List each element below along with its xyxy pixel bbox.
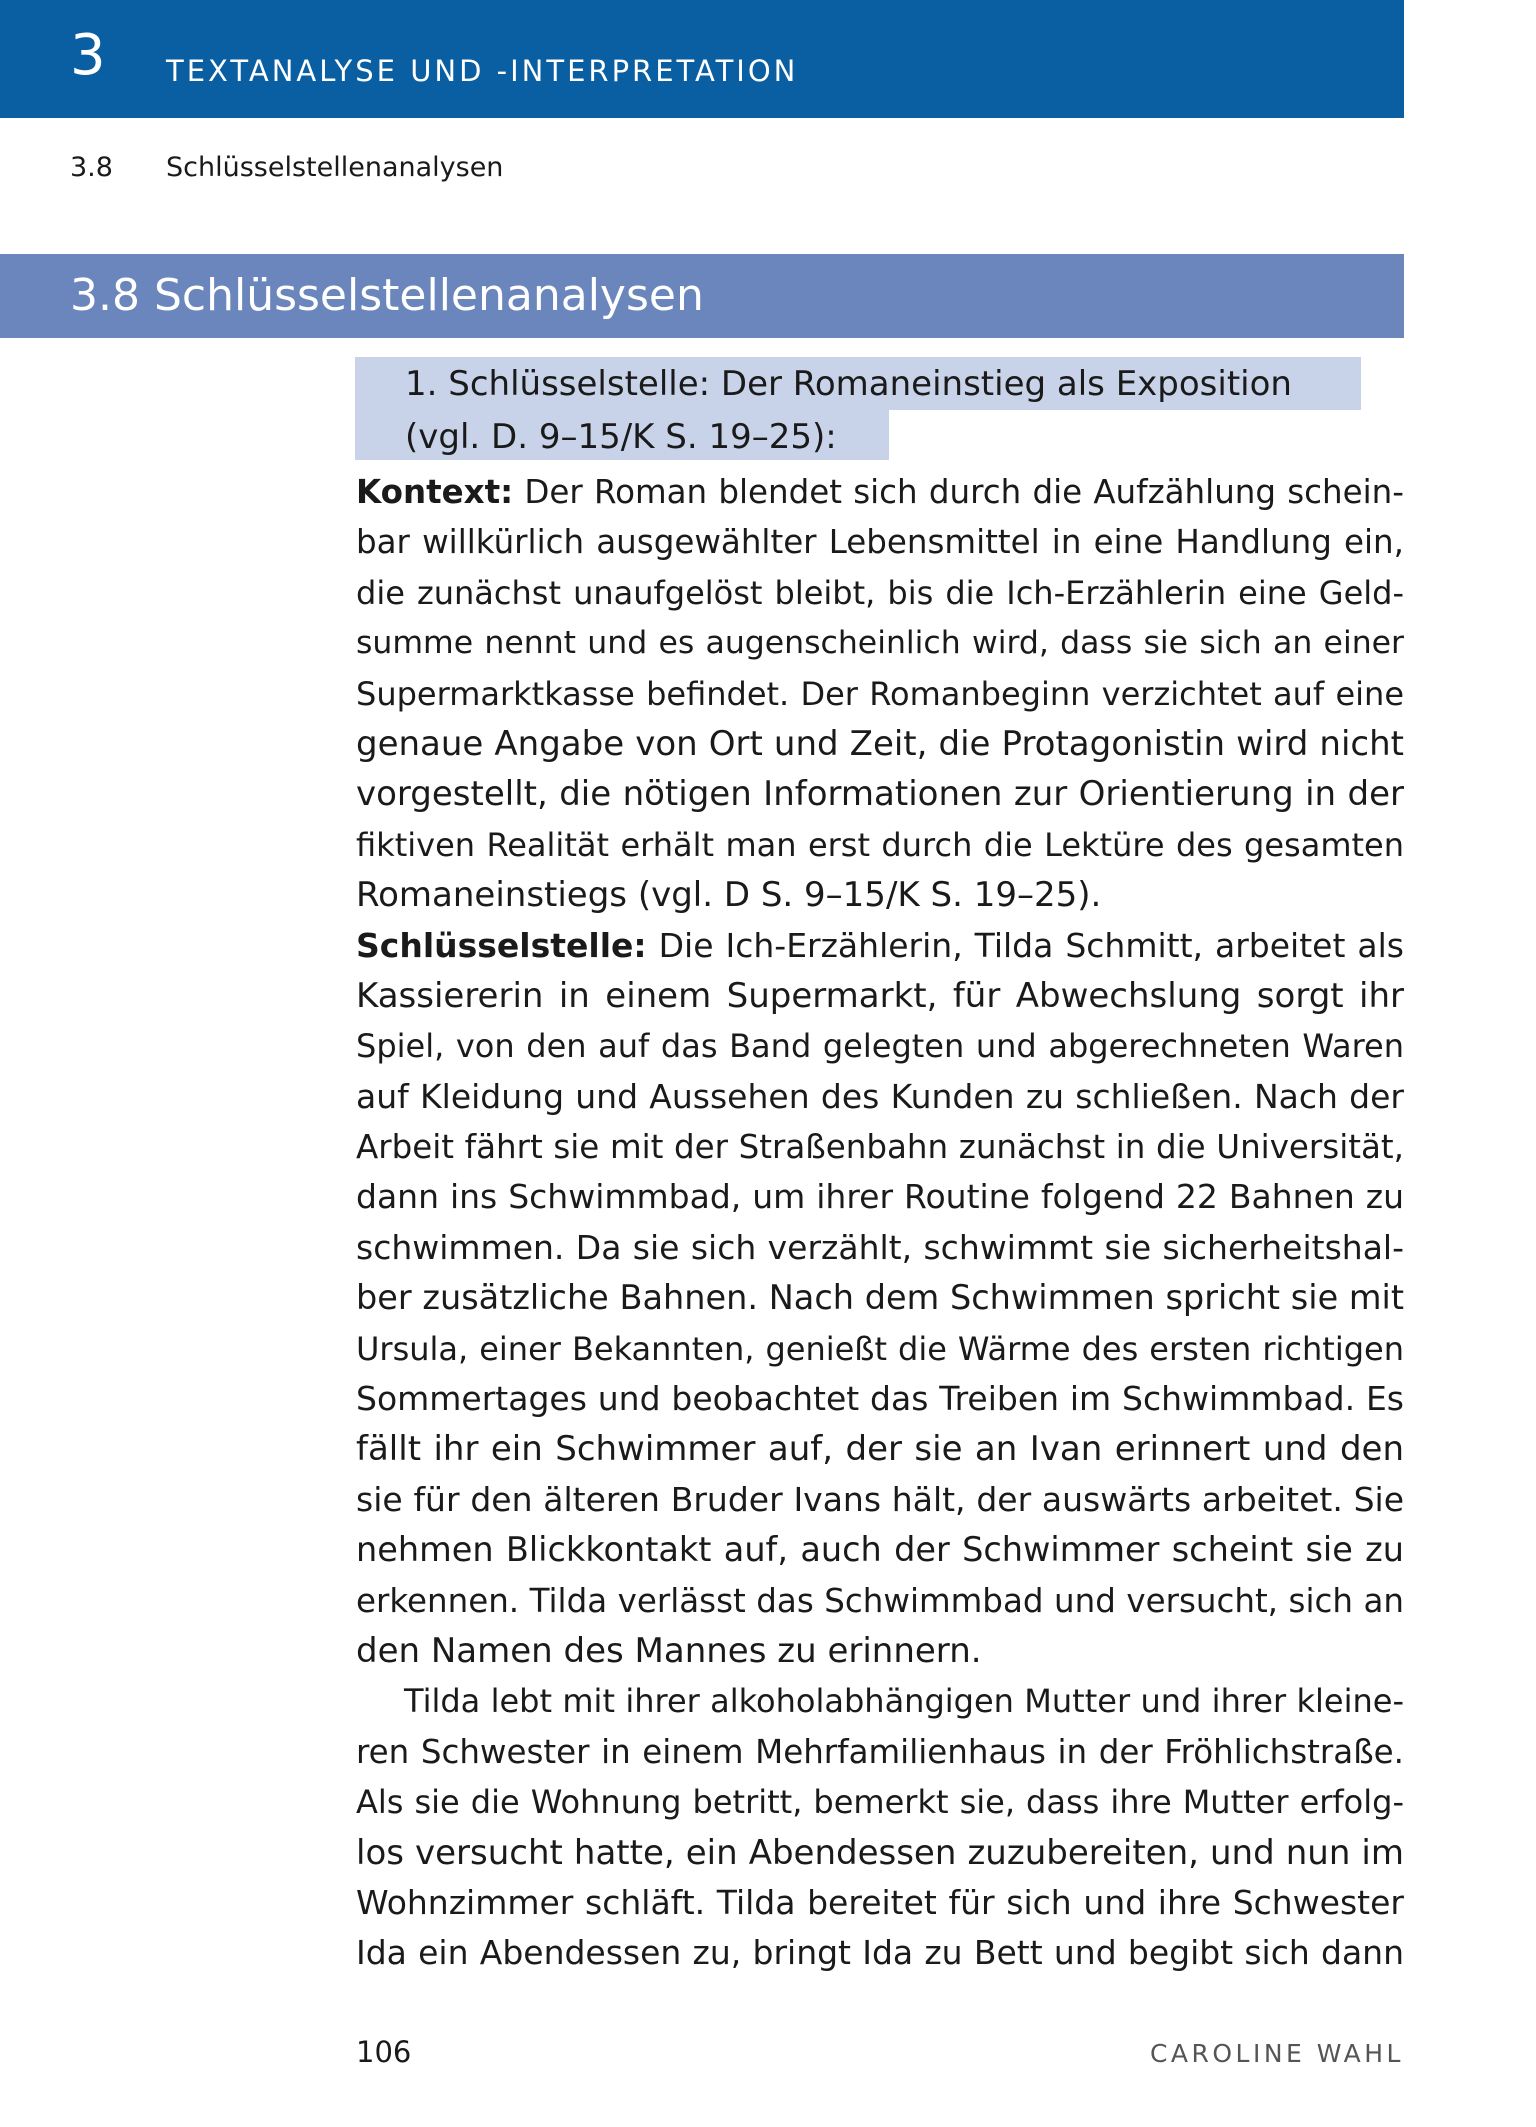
section-heading: 3.8 Schlüsselstellenanalysen [70, 270, 704, 321]
text-line: Kassiererin in einem Supermarkt, für Abwechslung sorgt ihr [356, 975, 1404, 1016]
chapter-title: TEXTANALYSE UND -INTERPRETATION [166, 54, 799, 88]
text-line: Romaneinstiegs (vgl. D S. 9–15/K S. 19–25). [356, 875, 1102, 916]
text-line: Wohnzimmer schläft. Tilda bereitet für sich und ihre Schwester [356, 1882, 1404, 1922]
subsection-title: Schlüsselstellenanalysen [166, 152, 504, 183]
text-line: Sommertages und beobachtet das Treiben im Schwimmbad. Es [356, 1379, 1404, 1419]
text-line: Spiel, von den auf das Band gelegten und abgerechneten Waren [356, 1027, 1404, 1066]
text-line: genaue Angabe von Ort und Zeit, die Protagonistin wird nicht [356, 723, 1404, 764]
text-line: ren Schwester in einem Mehrfamilienhaus in der Fröhlichstraße. [356, 1732, 1404, 1771]
kontext-label: Kontext: [356, 473, 514, 511]
text-line: den Namen des Mannes zu erinnern. [356, 1630, 982, 1671]
key-passage-heading: 1. Schlüsselstelle: Der Romaneinstieg als Exposition [405, 364, 1292, 404]
footer-author: CAROLINE WAHL [1149, 2039, 1404, 2068]
schluesselstelle-label: Schlüsselstelle: [356, 925, 647, 965]
subsection-number: 3.8 [70, 152, 113, 183]
text-line: los versucht hatte, ein Abendessen zuzubereiten, und nun im [356, 1832, 1404, 1873]
text-line: Tilda lebt mit ihrer alkoholabhängigen Mutter und ihrer kleine- [404, 1682, 1404, 1721]
text-line: schwimmen. Da sie sich verzählt, schwimmt sie sicherheitshal- [356, 1227, 1404, 1267]
text-line: Ursula, einer Bekannten, genießt die Wärme des ersten richtigen [356, 1329, 1404, 1368]
text-line: ber zusätzliche Bahnen. Nach dem Schwimmen spricht sie mit [356, 1278, 1404, 1318]
text-line: die zunächst unaufgelöst bleibt, bis die Ich-Erzählerin eine Geld- [356, 573, 1404, 612]
text-line: sie für den älteren Bruder Ivans hält, der auswärts arbeitet. Sie [356, 1479, 1404, 1519]
text-line: fiktiven Realität erhält man erst durch die Lektüre des gesamten [356, 825, 1404, 864]
text-line: erkennen. Tilda verlässt das Schwimmbad und versucht, sich an [356, 1581, 1404, 1620]
text-line: auf Kleidung und Aussehen des Kunden zu schließen. Nach der [356, 1076, 1404, 1116]
text-line: Supermarktkasse befindet. Der Romanbeginn verzichtet auf eine [356, 674, 1404, 713]
key-passage-heading: (vgl. D. 9–15/K S. 19–25): [405, 417, 837, 457]
chapter-number: 3 [70, 23, 106, 88]
text-line: Als sie die Wohnung betritt, bemerkt sie, dass ihre Mutter erfolg- [356, 1783, 1404, 1822]
text-line: vorgestellt, die nötigen Informationen zur Orientierung in der [356, 774, 1404, 815]
text-line: fällt ihr ein Schwimmer auf, der sie an Ivan erinnert und den [356, 1429, 1404, 1470]
text-line: dann ins Schwimmbad, um ihrer Routine folgend 22 Bahnen zu [356, 1177, 1404, 1217]
page-number: 106 [356, 2035, 412, 2069]
text-line: Ida ein Abendessen zu, bringt Ida zu Bett und begibt sich dann [356, 1933, 1404, 1973]
body-text [356, 467, 1404, 1979]
chapter-header-bar [0, 0, 1404, 118]
text-line: bar willkürlich ausgewählter Lebensmittel in eine Handlung ein, [356, 523, 1404, 562]
text-line: Arbeit fährt sie mit der Straßenbahn zunächst in die Universität, [356, 1128, 1404, 1167]
text-line: Schlüsselstelle: Die Ich-Erzählerin, Tilda Schmitt, arbeitet als [356, 925, 1404, 965]
text-line: Kontext: Der Roman blendet sich durch die Aufzählung schein- [356, 473, 1404, 511]
text-line: summe nennt und es augenscheinlich wird, dass sie sich an einer [356, 625, 1404, 662]
text-line: nehmen Blickkontakt auf, auch der Schwimmer scheint sie zu [356, 1530, 1404, 1570]
section-heading-bar [0, 254, 1404, 338]
